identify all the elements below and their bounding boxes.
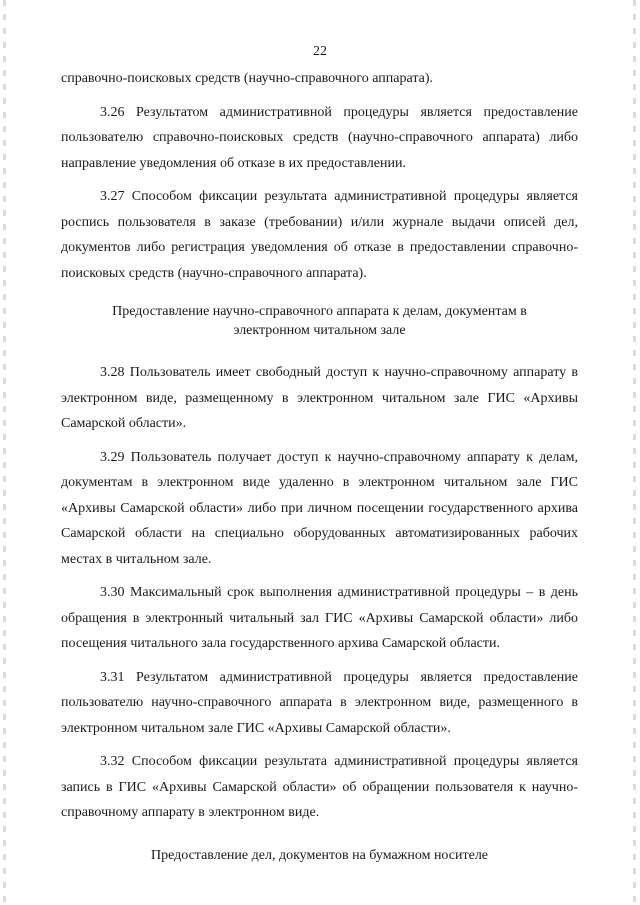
right-scan-edge [633, 0, 636, 905]
paragraph-3-28: 3.28 Пользователь имеет свободный доступ к научно-справочному аппарату в электронном виде, размещенному в электронном читальном зале ГИС «Архивы Самарской области». [61, 365, 578, 431]
paragraph-3-30: 3.30 Максимальный срок выполнения административной процедуры – в день обращения в электронный читальный зал ГИС «Архивы Самарской области» либо посещения читального зала государственного архива Самарской области. [61, 585, 578, 651]
section-heading-electronic-reading-room: Предоставление научно-справочного аппарата к делам, документам в электронном читальном зале [112, 304, 527, 338]
document-body [61, 66, 578, 885]
paragraph-3-29: 3.29 Пользователь получает доступ к научно-справочному аппарату к делам, документам в электронном виде удаленно в электронном читальном зале ГИС «Архивы Самарской области» либо при личном посещении государственного архива Самарской области на специально оборудованных автоматизированных рабочих местах в читальном зале. [61, 449, 578, 567]
paragraph-3-32: 3.32 Способом фиксации результата административной процедуры является запись в ГИС «Архивы Самарской области» об обращении пользователя к научно-справочному аппарату в электронном виде. [61, 754, 578, 820]
paragraph-continuation: справочно-поисковых средств (научно-справочного аппарата). [61, 71, 433, 86]
paragraph-3-27: 3.27 Способом фиксации результата административной процедуры является роспись пользователя в заказе (требовании) и/или журнале выдачи описей дел, документов либо регистрация уведомления об отказе в предоставлении справочно-поисковых средств (научно-справочного аппарата). [61, 189, 578, 281]
section-heading-paper-documents: Предоставление дел, документов на бумажном носителе [150, 847, 489, 863]
page-number: 22 [313, 44, 327, 59]
paragraph-3-26: 3.26 Результатом административной процедуры является предоставление пользователю справочно-поисковых средств (научно-справочного аппарата) либо направление уведомления об отказе в их предоставлении. [61, 104, 578, 171]
left-scan-edge [3, 0, 6, 905]
paragraph-3-31: 3.31 Результатом административной процедуры является предоставление пользователю научно-справочного аппарата в электронном виде, размещенного в электронном читальном зале ГИС «Архивы Самарской области». [61, 669, 578, 736]
